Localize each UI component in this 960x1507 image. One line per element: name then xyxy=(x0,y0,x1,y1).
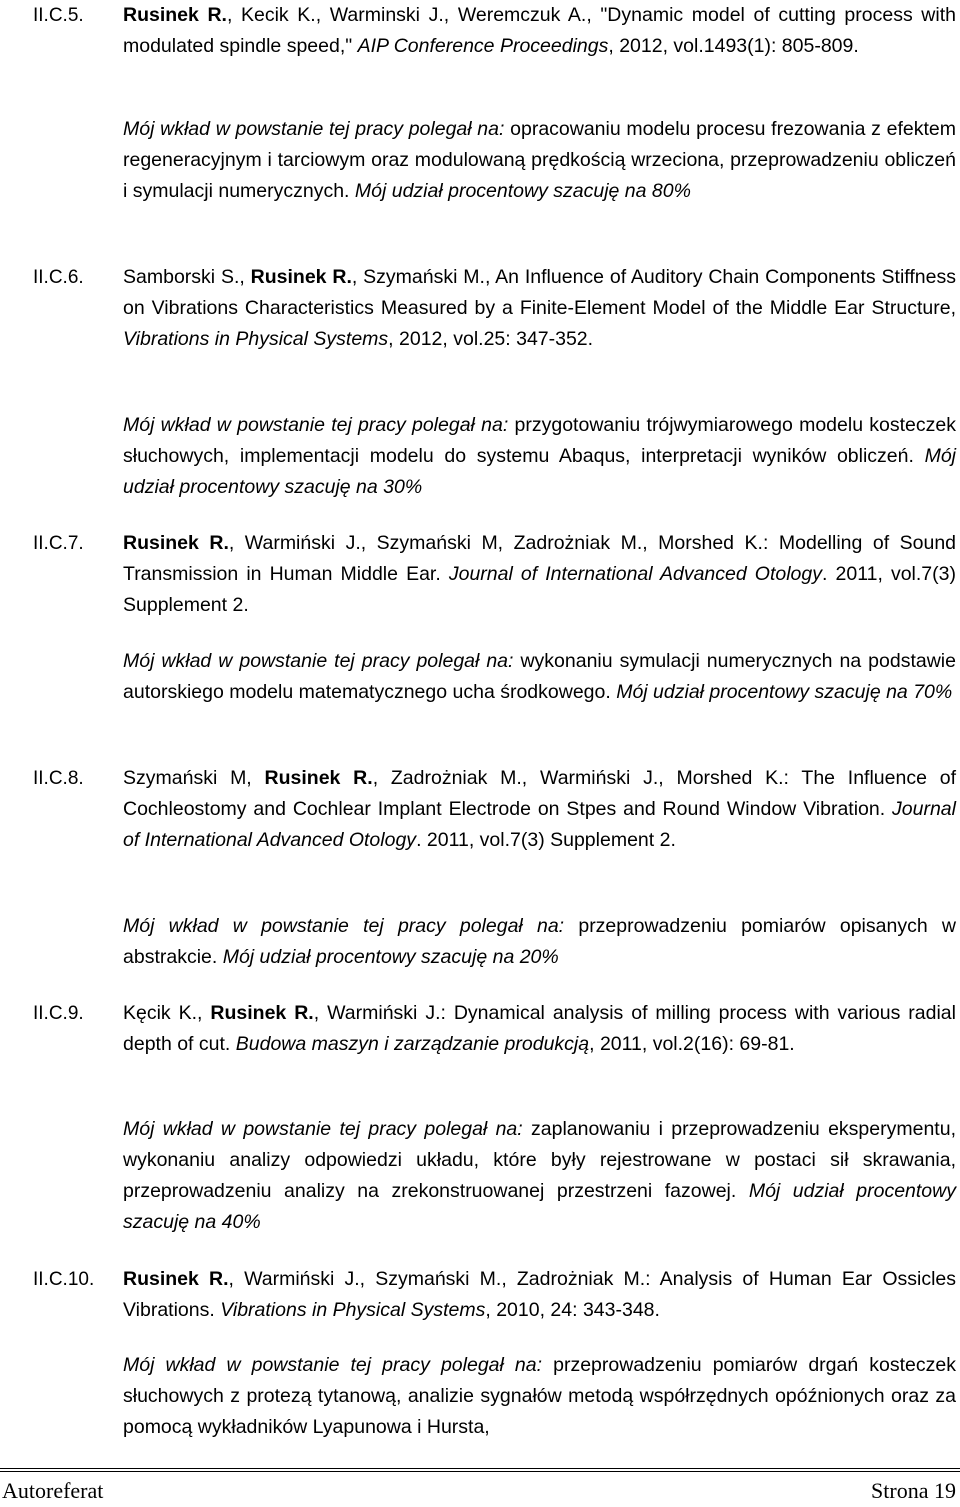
publication-details: . 2011, vol.7(3) Supplement 2. xyxy=(416,829,676,851)
publication-details: , 2011, vol.2(16): 69-81. xyxy=(589,1033,795,1055)
publication-details: , 2012, vol.1493(1): 805-809. xyxy=(608,35,859,57)
author-highlight: Rusinek R. xyxy=(210,1002,314,1024)
journal-name: AIP Conference Proceedings xyxy=(357,35,609,57)
publication-reference xyxy=(123,262,956,355)
contribution-statement xyxy=(123,114,956,207)
entry-number: II.C.5. xyxy=(33,5,84,26)
contribution-text: przeprowadzeniu pomiarów drgań kosteczek słuchowych z protezą tytanową, analizie sygnałów metodą współrzędnych opóźnionych oraz za pomocą wykładników Lyapunowa i Hursta, xyxy=(123,1354,956,1438)
journal-name: Vibrations in Physical Systems xyxy=(220,1299,486,1321)
author-highlight: Rusinek R. xyxy=(123,4,227,26)
contribution-statement xyxy=(123,911,956,973)
journal-name: Budowa maszyn i zarządzanie produkcją xyxy=(235,1033,590,1055)
publication-reference xyxy=(123,1264,956,1326)
authors-before: Samborski S., xyxy=(123,266,251,288)
publication-reference xyxy=(123,0,956,62)
contribution-text: wykonaniu symulacji numerycznych na podstawie autorskiego modelu matematycznego ucha środkowego. xyxy=(123,650,956,703)
contribution-intro: Mój wkład w powstanie tej pracy polegał na: xyxy=(123,1354,543,1376)
publication-details: , 2010, 24: 343-348. xyxy=(485,1299,660,1321)
contribution-statement xyxy=(123,410,956,503)
contribution-share: Mój udział procentowy szacuję na 80% xyxy=(354,180,691,202)
contribution-intro: Mój wkład w powstanie tej pracy polegał na: xyxy=(123,118,505,140)
publication-reference xyxy=(123,763,956,856)
publication-details: , 2012, vol.25: 347-352. xyxy=(388,328,594,350)
entry-number: II.C.8. xyxy=(33,768,84,789)
author-highlight: Rusinek R. xyxy=(123,532,229,554)
authors-and-title: , Warmiński J.: Dynamical analysis of milling process with various radial depth of cut. xyxy=(123,1002,956,1055)
contribution-text: przygotowaniu trójwymiarowego modelu kosteczek słuchowych, implementacji modelu do systemu Abaqus, interpretacji wyników obliczeń. xyxy=(123,414,956,467)
contribution-intro: Mój wkład w powstanie tej pracy polegał na: xyxy=(123,650,514,672)
contribution-intro: Mój wkład w powstanie tej pracy polegał na: xyxy=(123,1118,523,1140)
contribution-intro: Mój wkład w powstanie tej pracy polegał na: xyxy=(123,915,565,937)
publication-details: . 2011, vol.7(3) Supplement 2. xyxy=(123,563,956,616)
author-highlight: Rusinek R. xyxy=(123,1268,229,1290)
footer-divider xyxy=(0,1468,960,1469)
entry-number: II.C.7. xyxy=(33,533,84,554)
footer-page-number: Strona 19 xyxy=(871,1478,956,1503)
author-highlight: Rusinek R. xyxy=(264,767,373,789)
entry-number: II.C.9. xyxy=(33,1003,84,1024)
footer-divider-secondary xyxy=(0,1471,960,1472)
contribution-intro: Mój wkład w powstanie tej pracy polegał na: xyxy=(123,414,509,436)
contribution-share: Mój udział procentowy szacuję na 40% xyxy=(123,1180,956,1233)
publication-reference xyxy=(123,998,956,1060)
journal-name: Journal of International Advanced Otology xyxy=(448,563,822,585)
authors-and-title: , Kecik K., Warminski J., Weremczuk A., "Dynamic model of cutting process with modulated spindle speed," xyxy=(123,4,956,57)
publication-reference xyxy=(123,528,956,621)
authors-and-title: , Warmiński J., Szymański M., Zadrożniak M.: Analysis of Human Ear Ossicles Vibrations. xyxy=(123,1268,956,1321)
entry-number: II.C.10. xyxy=(33,1269,95,1290)
authors-and-title: , Zadrożniak M., Warmiński J., Morshed K.: The Influence of Cochleostomy and Cochlear Implant Electrode on Stpes and Round Window Vibration. xyxy=(123,767,956,820)
journal-name: Journal of International Advanced Otology xyxy=(123,798,956,851)
authors-and-title: , Warmiński J., Szymański M, Zadrożniak M., Morshed K.: Modelling of Sound Transmission in Human Middle Ear. xyxy=(123,532,957,585)
authors-before: Szymański M, xyxy=(123,767,265,789)
contribution-text: opracowaniu modelu procesu frezowania z efektem regeneracyjnym i tarciowym oraz modulowaną prędkością wrzeciona, przeprowadzeniu obliczeń i symulacji numerycznych. xyxy=(123,118,956,202)
footer-document-title: Autoreferat xyxy=(2,1478,104,1503)
contribution-statement xyxy=(123,1114,956,1238)
contribution-statement xyxy=(123,646,956,708)
authors-before: Kęcik K., xyxy=(123,1002,211,1024)
authors-and-title: , Szymański M., An Influence of Auditory Chain Components Stiffness on Vibrations Characteristics Measured by a Finite-Element Model of the Middle Ear Structure, xyxy=(123,266,956,319)
author-highlight: Rusinek R. xyxy=(250,266,352,288)
entry-number: II.C.6. xyxy=(33,267,84,288)
contribution-share: Mój udział procentowy szacuję na 30% xyxy=(123,445,956,498)
contribution-statement xyxy=(123,1350,956,1443)
journal-name: Vibrations in Physical Systems xyxy=(123,328,389,350)
contribution-text: zaplanowaniu i przeprowadzeniu eksperymentu, wykonaniu analizy odpowiedzi układu, które były rejestrowane w postaci sił skrawania, przeprowadzeniu analizy na zrekonstruowanej przestrzeni fazowej. xyxy=(123,1118,956,1202)
contribution-share: Mój udział procentowy szacuję na 20% xyxy=(222,946,559,968)
contribution-text: przeprowadzeniu pomiarów opisanych w abstrakcie. xyxy=(123,915,956,968)
contribution-share: Mój udział procentowy szacuję na 70% xyxy=(616,681,953,703)
